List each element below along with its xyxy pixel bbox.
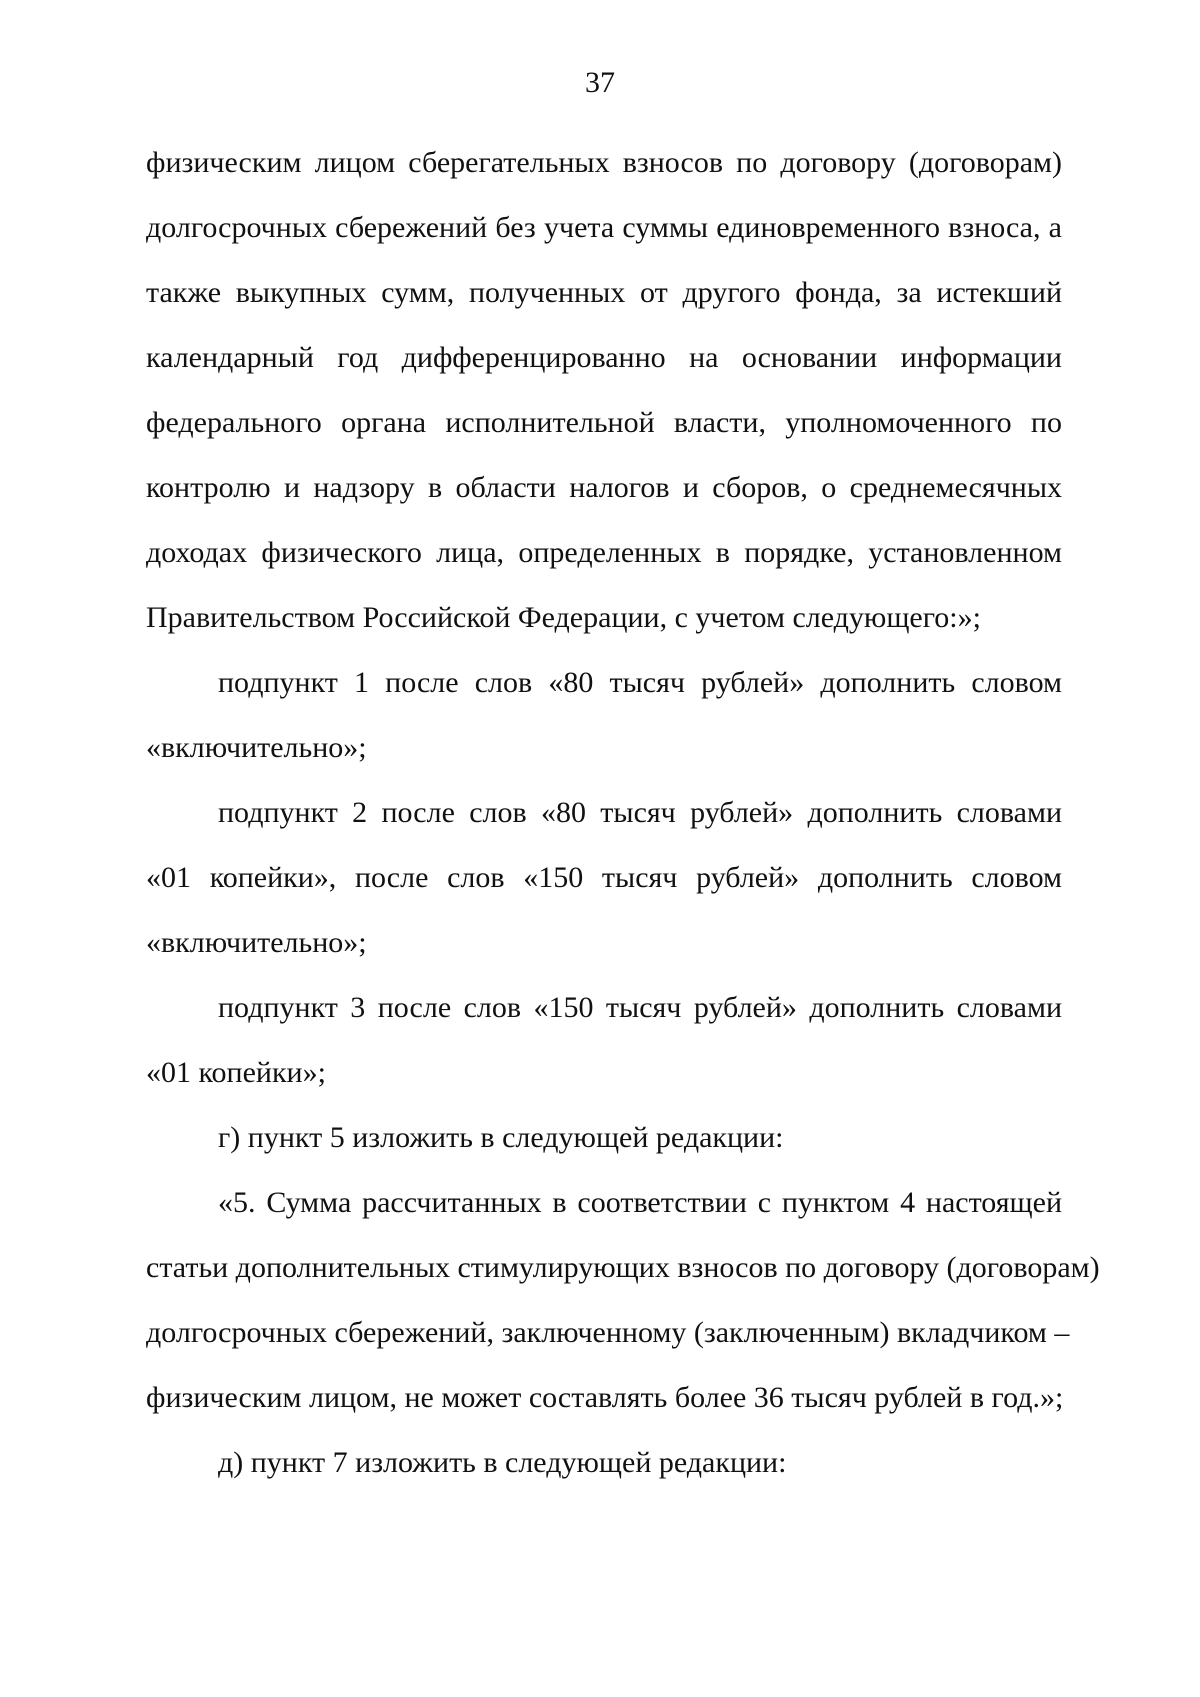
text-line: физическим лицом сберегательных взносов по договору (договорам): [146, 146, 1062, 179]
text-line: «включительно»;: [146, 731, 367, 764]
text-line: Правительством Российской Федерации, с учетом следующего:»;: [146, 601, 981, 634]
text-line: г) пункт 5 изложить в следующей редакции:: [218, 1121, 784, 1154]
page-number: 37: [585, 66, 615, 99]
text-line: физическим лицом, не может составлять более 36 тысяч рублей в год.»;: [146, 1381, 1064, 1414]
text-line: контролю и надзору в области налогов и сборов, о среднемесячных: [146, 471, 1062, 504]
text-line: федерального органа исполнительной власти, уполномоченного по: [146, 406, 1062, 439]
text-line: подпункт 2 после слов «80 тысяч рублей» дополнить словами: [218, 796, 1062, 829]
text-line: календарный год дифференцированно на основании информации: [146, 341, 1062, 374]
text-line: д) пункт 7 изложить в следующей редакции:: [218, 1446, 787, 1479]
document-body: [146, 134, 1100, 1499]
text-line: долгосрочных сбережений без учета суммы единовременного взноса, а: [146, 211, 1062, 244]
text-line: долгосрочных сбережений, заключенному (заключенным) вкладчиком –: [146, 1316, 1070, 1349]
text-line: статьи дополнительных стимулирующих взносов по договору (договорам): [146, 1251, 1100, 1284]
text-line: подпункт 1 после слов «80 тысяч рублей» дополнить словом: [218, 666, 1062, 699]
text-line: «включительно»;: [146, 926, 367, 959]
text-line: подпункт 3 после слов «150 тысяч рублей» дополнить словами: [218, 991, 1062, 1024]
text-line: «01 копейки», после слов «150 тысяч рублей» дополнить словом: [146, 861, 1062, 894]
text-line: также выкупных сумм, полученных от другого фонда, за истекший: [146, 276, 1062, 309]
text-line: «01 копейки»;: [146, 1056, 326, 1089]
text-line: доходах физического лица, определенных в порядке, установленном: [146, 536, 1062, 569]
text-line: «5. Сумма рассчитанных в соответствии с пунктом 4 настоящей: [218, 1186, 1062, 1219]
